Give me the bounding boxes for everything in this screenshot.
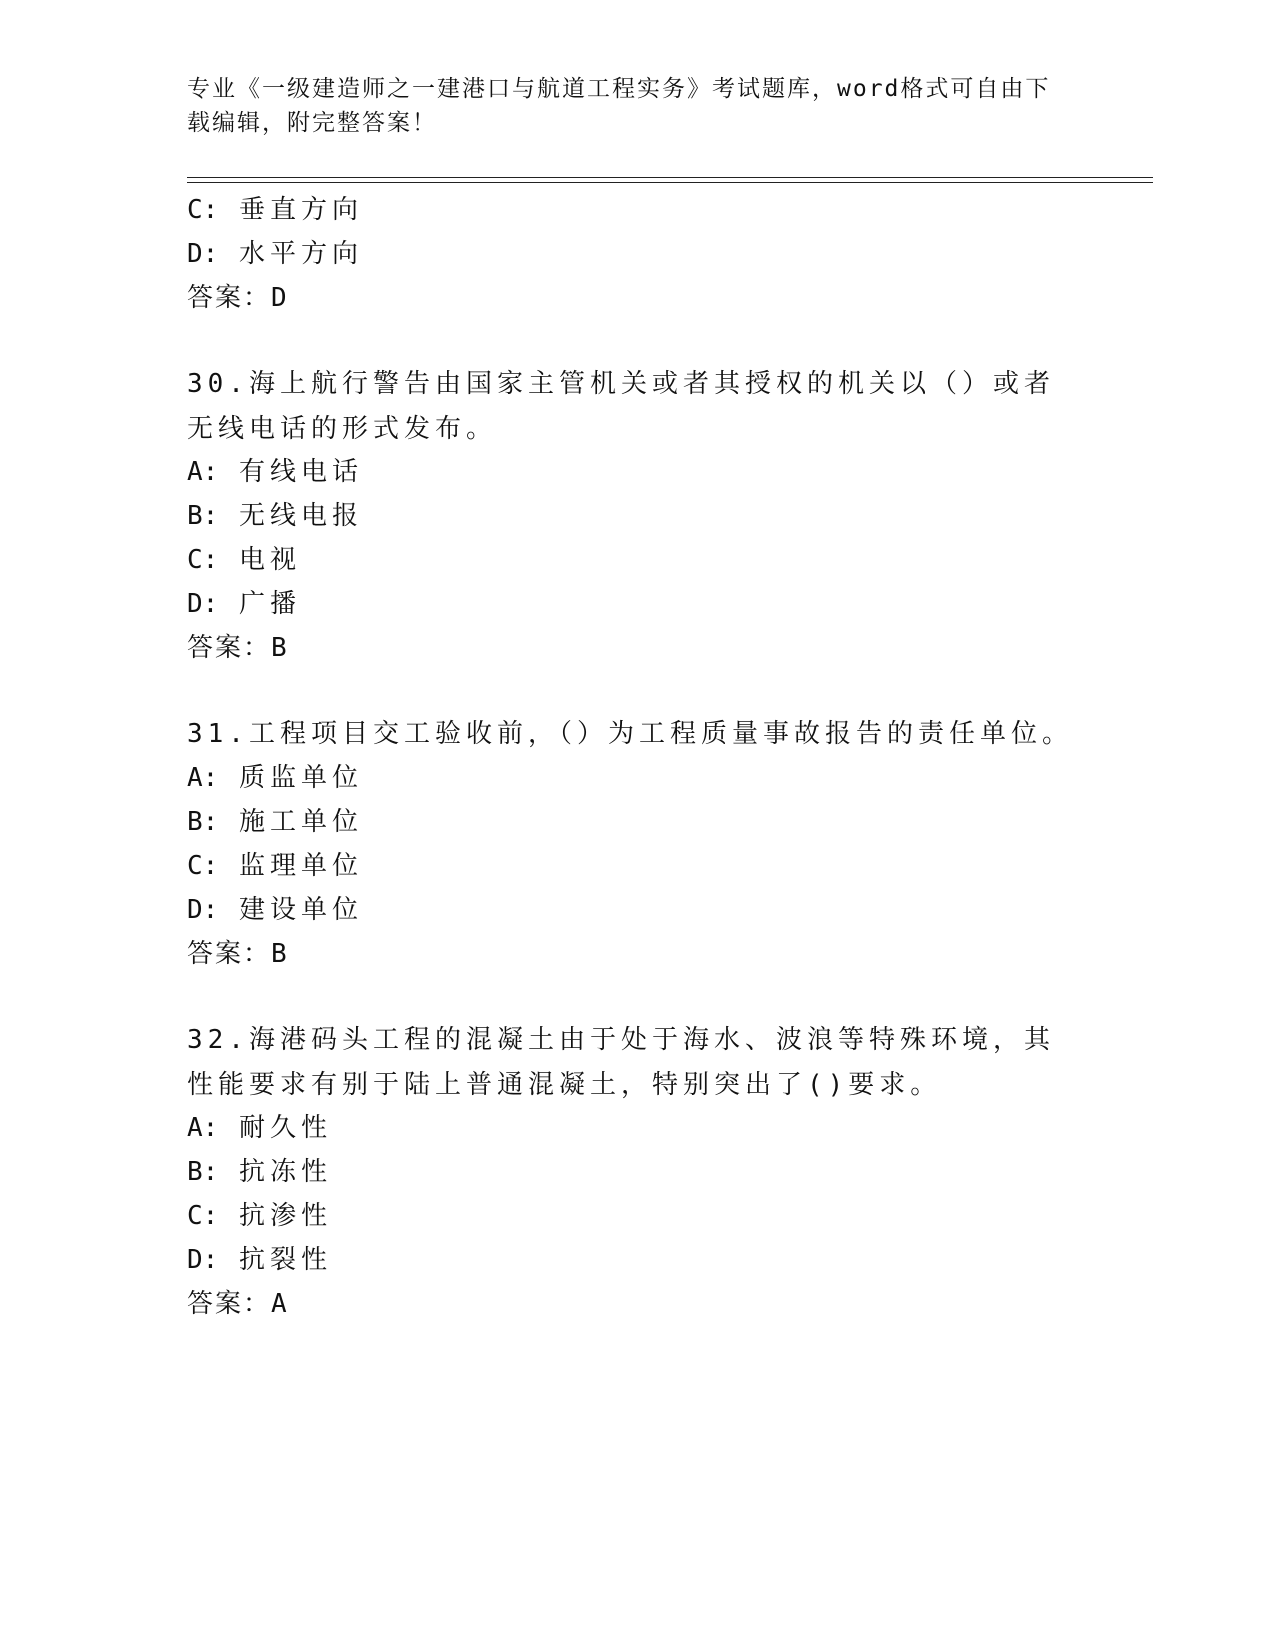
option-c xyxy=(187,1198,332,1234)
answer-line xyxy=(187,630,289,666)
option-text: 建设单位 xyxy=(238,895,363,925)
option-text: 监理单位 xyxy=(238,851,363,881)
option-text: 抗裂性 xyxy=(238,1245,332,1275)
question-32-stem: 32.海港码头工程的混凝土由于处于海水、波浪等特殊环境，其性能要求有别于陆上普通混凝土，特别突出了()要求。 xyxy=(187,1025,1055,1100)
option-text: 质监单位 xyxy=(238,763,363,793)
option-text: 无线电报 xyxy=(238,501,363,531)
option-d xyxy=(187,1242,332,1278)
answer-label: 答案： xyxy=(187,1289,272,1319)
option-letter: C: xyxy=(187,1201,219,1231)
option-text: 电视 xyxy=(238,545,301,575)
document-header: 专业《一级建造师之一建港口与航道工程实务》考试题库，word格式可自由下载编辑，附完整答案！ xyxy=(187,76,1051,136)
answer-label: 答案： xyxy=(187,633,272,663)
option-letter: A: xyxy=(187,457,219,487)
answer-line xyxy=(187,1286,289,1322)
option-a xyxy=(187,760,363,796)
option-text: 抗渗性 xyxy=(238,1201,332,1231)
option-letter: C: xyxy=(187,195,219,225)
question-30-stem: 30.海上航行警告由国家主管机关或者其授权的机关以（）或者无线电话的形式发布。 xyxy=(187,369,1055,444)
option-letter: A: xyxy=(187,1113,219,1143)
option-text: 广播 xyxy=(238,589,301,619)
option-text: 有线电话 xyxy=(238,457,363,487)
option-text: 施工单位 xyxy=(238,807,363,837)
option-b xyxy=(187,804,363,840)
option-letter: B: xyxy=(187,1157,219,1187)
option-a xyxy=(187,1110,332,1146)
option-d xyxy=(187,586,301,622)
answer-line xyxy=(187,280,289,316)
header-divider-bottom xyxy=(187,182,1153,183)
option-letter: B: xyxy=(187,501,219,531)
answer-label: 答案： xyxy=(187,283,272,313)
option-text: 抗冻性 xyxy=(238,1157,332,1187)
option-letter: C: xyxy=(187,851,219,881)
option-b xyxy=(187,1154,332,1190)
option-d xyxy=(187,892,363,928)
option-letter: A: xyxy=(187,763,219,793)
option-d xyxy=(187,236,363,272)
option-text: 耐久性 xyxy=(238,1113,332,1143)
option-c xyxy=(187,192,363,228)
option-letter: D: xyxy=(187,239,219,269)
answer-value: B xyxy=(271,633,289,663)
option-text: 水平方向 xyxy=(238,239,363,269)
answer-value: A xyxy=(271,1289,289,1319)
answer-line xyxy=(187,936,289,972)
option-a xyxy=(187,454,363,490)
option-letter: D: xyxy=(187,895,219,925)
answer-label: 答案： xyxy=(187,939,272,969)
option-letter: B: xyxy=(187,807,219,837)
option-c xyxy=(187,848,363,884)
header-divider-top xyxy=(187,177,1153,178)
option-letter: D: xyxy=(187,589,219,619)
option-letter: C: xyxy=(187,545,219,575)
answer-value: B xyxy=(271,939,289,969)
option-letter: D: xyxy=(187,1245,219,1275)
option-b xyxy=(187,498,363,534)
option-c xyxy=(187,542,301,578)
answer-value: D xyxy=(271,283,289,313)
question-31-stem: 31.工程项目交工验收前，（）为工程质量事故报告的责任单位。 xyxy=(187,719,1073,749)
option-text: 垂直方向 xyxy=(238,195,363,225)
